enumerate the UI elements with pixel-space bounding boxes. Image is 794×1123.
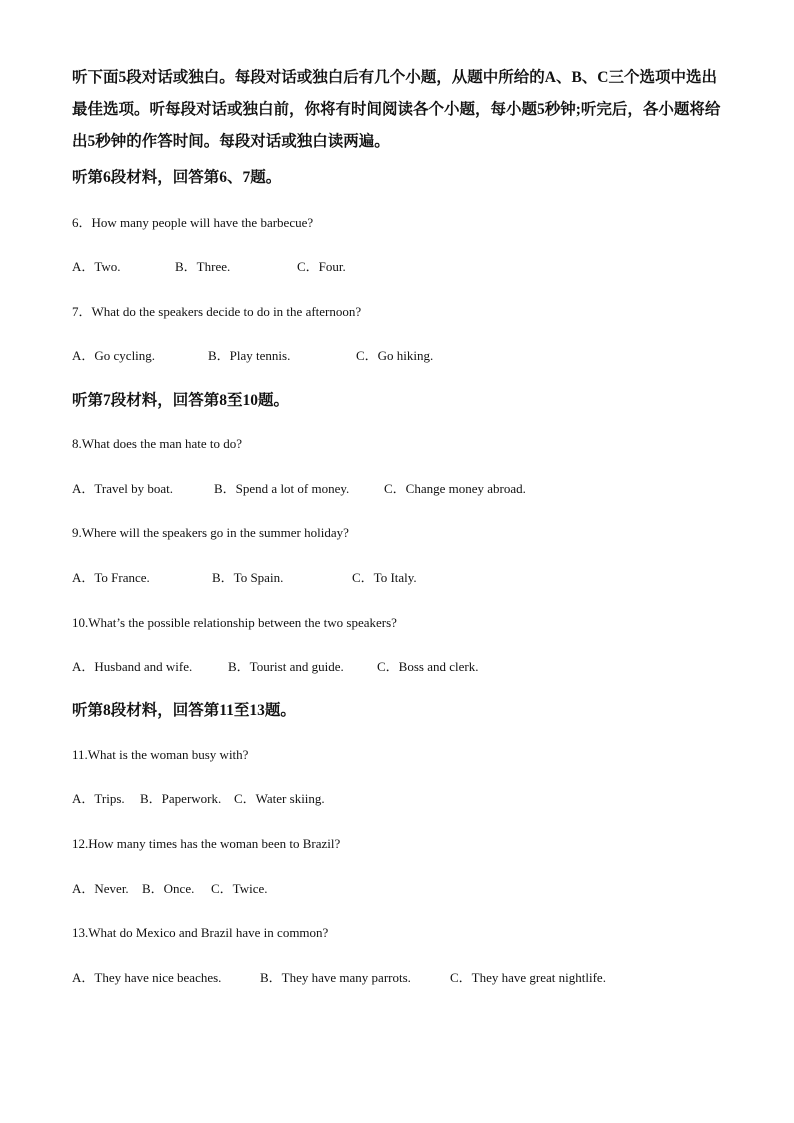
option-10-b: B．Tourist and guide. (228, 659, 344, 674)
options-10 (72, 658, 732, 676)
option-7-c: C．Go hiking. (356, 348, 434, 363)
option-9-b: B．To Spain. (212, 570, 284, 585)
option-9-c: C．To Italy. (352, 570, 417, 585)
options-9 (72, 569, 732, 587)
section-heading-7: 听第7段材料，回答第8至10题。 (72, 392, 290, 409)
option-12-c: C．Twice. (211, 881, 268, 896)
question-13: 13.What do Mexico and Brazil have in common? (72, 925, 329, 940)
question-12: 12.How many times has the woman been to Brazil? (72, 836, 341, 851)
section-heading-8: 听第8段材料，回答第11至13题。 (72, 702, 296, 719)
options-6 (72, 258, 732, 276)
question-10: 10.What’s the possible relationship between the two speakers? (72, 615, 397, 630)
options-7 (72, 347, 732, 365)
section-heading-6: 听第6段材料，回答第6、7题。 (72, 169, 282, 186)
option-9-a: A．To France. (72, 570, 150, 585)
option-6-b: B．Three. (175, 259, 231, 274)
options-12 (72, 880, 732, 898)
option-12-a: A．Never. (72, 881, 129, 896)
option-11-c: C．Water skiing. (234, 791, 325, 806)
option-8-b: B．Spend a lot of money. (214, 481, 350, 496)
options-11 (72, 790, 732, 808)
option-13-b: B．They have many parrots. (260, 970, 411, 985)
options-8 (72, 480, 732, 498)
option-12-b: B．Once. (142, 881, 195, 896)
question-11: 11.What is the woman busy with? (72, 747, 249, 762)
option-11-b: B．Paperwork. (140, 791, 222, 806)
option-13-c: C．They have great nightlife. (450, 970, 606, 985)
option-7-a: A．Go cycling. (72, 348, 156, 363)
question-9: 9.Where will the speakers go in the summer holiday? (72, 525, 349, 540)
option-13-a: A．They have nice beaches. (72, 970, 222, 985)
option-10-c: C．Boss and clerk. (377, 659, 479, 674)
options-13 (72, 969, 732, 987)
option-10-a: A．Husband and wife. (72, 659, 193, 674)
option-7-b: B．Play tennis. (208, 348, 291, 363)
exam-page (72, 62, 732, 987)
option-11-a: A．Trips. (72, 791, 125, 806)
question-8: 8.What does the man hate to do? (72, 436, 243, 451)
option-6-c: C．Four. (297, 259, 346, 274)
option-8-a: A．Travel by boat. (72, 481, 173, 496)
instructions-paragraph: 听下面5段对话或独白。每段对话或独白后有几个小题，从题中所给的A、B、C三个选项中选出最佳选项。听每段对话或独白前，你将有时间阅读各个小题，每小题5秒钟;听完后，各小题将给出5秒钟的作答时间。每段对话或独白读两遍。 (72, 69, 721, 150)
question-7: 7．What do the speakers decide to do in the afternoon? (72, 304, 362, 319)
option-6-a: A．Two. (72, 259, 121, 274)
option-8-c: C．Change money abroad. (384, 481, 526, 496)
question-6: 6．How many people will have the barbecue? (72, 215, 314, 230)
